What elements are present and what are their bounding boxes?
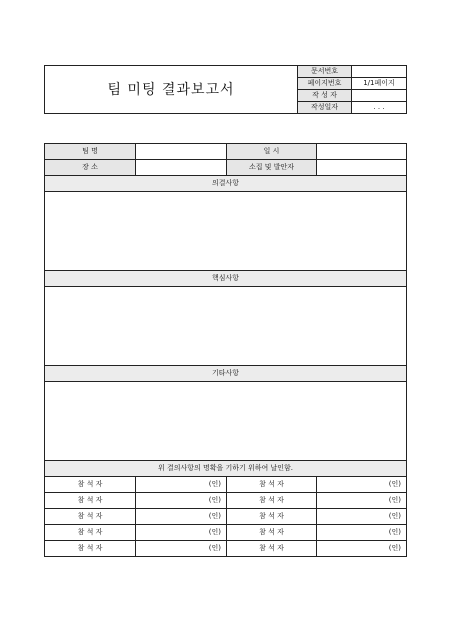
convener-value [317,160,407,176]
confirmation-statement: 위 결의사항의 명확을 기하기 위하여 날인함. [45,461,407,477]
section-header-key: 핵심사항 [45,271,407,287]
meta-label-date: 작성일자 [298,102,352,114]
section-header-other: 기타사항 [45,366,407,382]
team-name-label: 팀 명 [45,144,136,160]
report-body-table [44,143,407,557]
attendee-seal: (인) [317,493,407,509]
place-value [136,160,227,176]
attendee-seal: (인) [136,525,227,541]
attendee-label: 참 석 자 [45,541,136,557]
meta-value-doc-number [352,66,407,78]
attendee-label: 참 석 자 [227,525,317,541]
attendee-label: 참 석 자 [45,509,136,525]
section-body-key [45,287,407,366]
meta-value-author [352,90,407,102]
attendee-seal: (인) [136,509,227,525]
attendee-label: 참 석 자 [227,493,317,509]
attendee-label: 참 석 자 [45,525,136,541]
document-title: 팀 미팅 결과보고서 [45,66,298,114]
attendee-seal: (인) [136,477,227,493]
attendee-label: 참 석 자 [227,477,317,493]
attendee-seal: (인) [317,509,407,525]
place-label: 장 소 [45,160,136,176]
section-body-resolution [45,192,407,271]
attendee-seal: (인) [317,525,407,541]
section-header-resolution: 의결사항 [45,176,407,192]
meta-label-author: 작 성 자 [298,90,352,102]
attendee-seal: (인) [317,477,407,493]
attendee-label: 참 석 자 [45,477,136,493]
header-table [44,65,407,114]
meta-value-page-number: 1/1페이지 [352,78,407,90]
convener-label: 소집 및 발안자 [227,160,317,176]
meta-label-doc-number: 문서번호 [298,66,352,78]
datetime-value [317,144,407,160]
meta-label-page-number: 페이지번호 [298,78,352,90]
section-body-other [45,382,407,461]
team-name-value [136,144,227,160]
datetime-label: 일 시 [227,144,317,160]
meta-value-date: . . . [352,102,407,114]
attendee-seal: (인) [136,541,227,557]
attendee-label: 참 석 자 [45,493,136,509]
attendee-seal: (인) [317,541,407,557]
attendee-label: 참 석 자 [227,509,317,525]
attendee-seal: (인) [136,493,227,509]
attendee-label: 참 석 자 [227,541,317,557]
